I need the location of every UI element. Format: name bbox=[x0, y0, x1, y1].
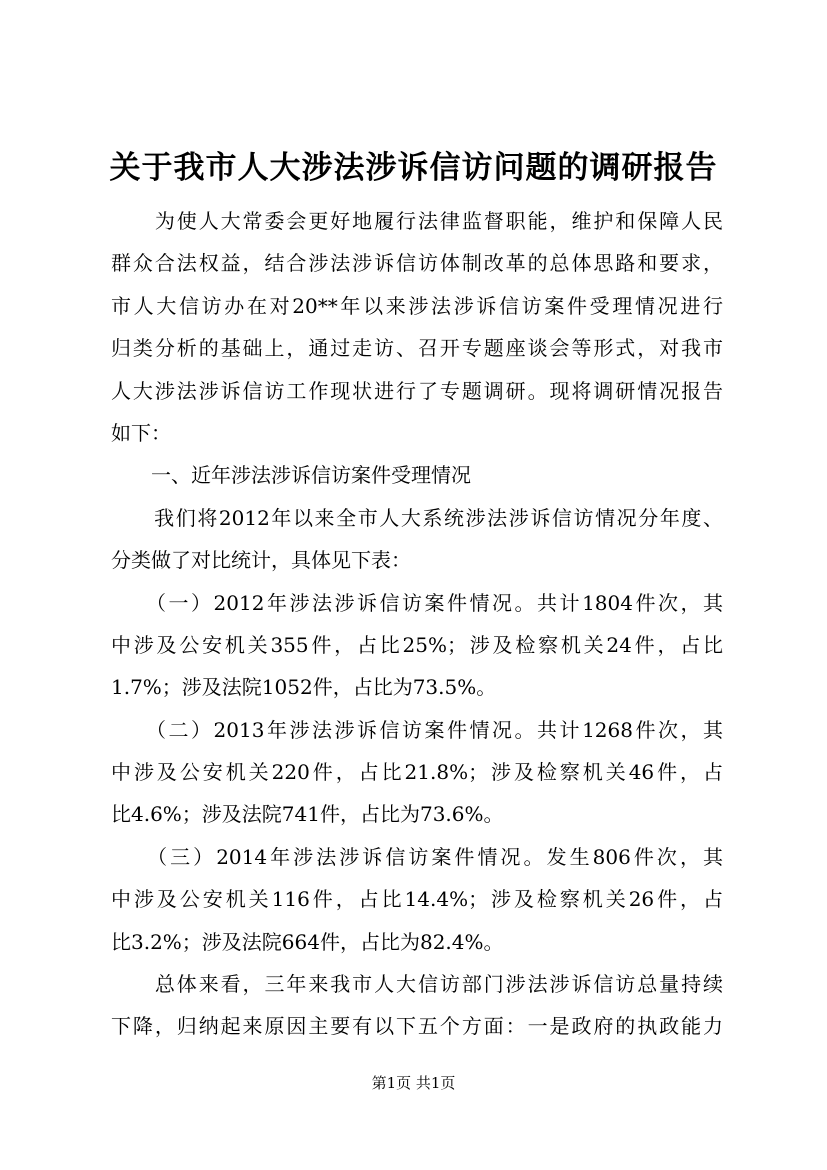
text-line: 我们将2012年以来全市人大系统涉法涉诉信访情况分年度、 bbox=[111, 505, 723, 530]
text-line: （一）2012年涉法涉诉信访案件情况。共计1804件次，其 bbox=[111, 590, 723, 615]
document-body bbox=[111, 200, 723, 1048]
text-line: 如下： bbox=[111, 420, 171, 445]
text-line: 下降，归纳起来原因主要有以下五个方面：一是政府的执政能力 bbox=[111, 1014, 723, 1039]
text-line: 总体来看，三年来我市人大信访部门涉法涉诉信访总量持续 bbox=[111, 972, 723, 997]
text-line: 中涉及公安机关116件，占比14.4%；涉及检察机关26件，占 bbox=[111, 887, 723, 912]
text-line: 分类做了对比统计，具体见下表： bbox=[111, 548, 411, 573]
text-line: 为使人大常委会更好地履行法律监督职能，维护和保障人民 bbox=[111, 209, 723, 233]
text-line: 群众合法权益，结合涉法涉诉信访体制改革的总体思路和要求， bbox=[111, 251, 723, 276]
text-line: 比4.6%；涉及法院741件，占比为73.6%。 bbox=[111, 802, 504, 827]
text-line: 一、近年涉法涉诉信访案件受理情况 bbox=[111, 463, 471, 488]
text-line: 中涉及公安机关220件，占比21.8%；涉及检察机关46件，占 bbox=[111, 760, 723, 785]
text-line: （三）2014年涉法涉诉信访案件情况。发生806件次，其 bbox=[111, 844, 723, 869]
text-line: 比3.2%；涉及法院664件，占比为82.4%。 bbox=[111, 929, 504, 954]
text-line: 市人大信访办在对20**年以来涉法涉诉信访案件受理情况进行 bbox=[111, 293, 723, 318]
text-line: 中涉及公安机关355件，占比25%；涉及检察机关24件，占比 bbox=[111, 632, 723, 657]
document-title: 关于我市人大涉法涉诉信访问题的调研报告 bbox=[109, 150, 718, 186]
text-line: 归类分析的基础上，通过走访、召开专题座谈会等形式，对我市 bbox=[111, 336, 723, 361]
text-line: 1.7%；涉及法院1052件，占比为73.5%。 bbox=[111, 675, 497, 700]
text-line: （二）2013年涉法涉诉信访案件情况。共计1268件次，其 bbox=[111, 717, 723, 742]
text-line: 人大涉法涉诉信访工作现状进行了专题调研。现将调研情况报告 bbox=[111, 378, 723, 403]
page-footer: 第1页 共1页 bbox=[371, 1074, 456, 1092]
